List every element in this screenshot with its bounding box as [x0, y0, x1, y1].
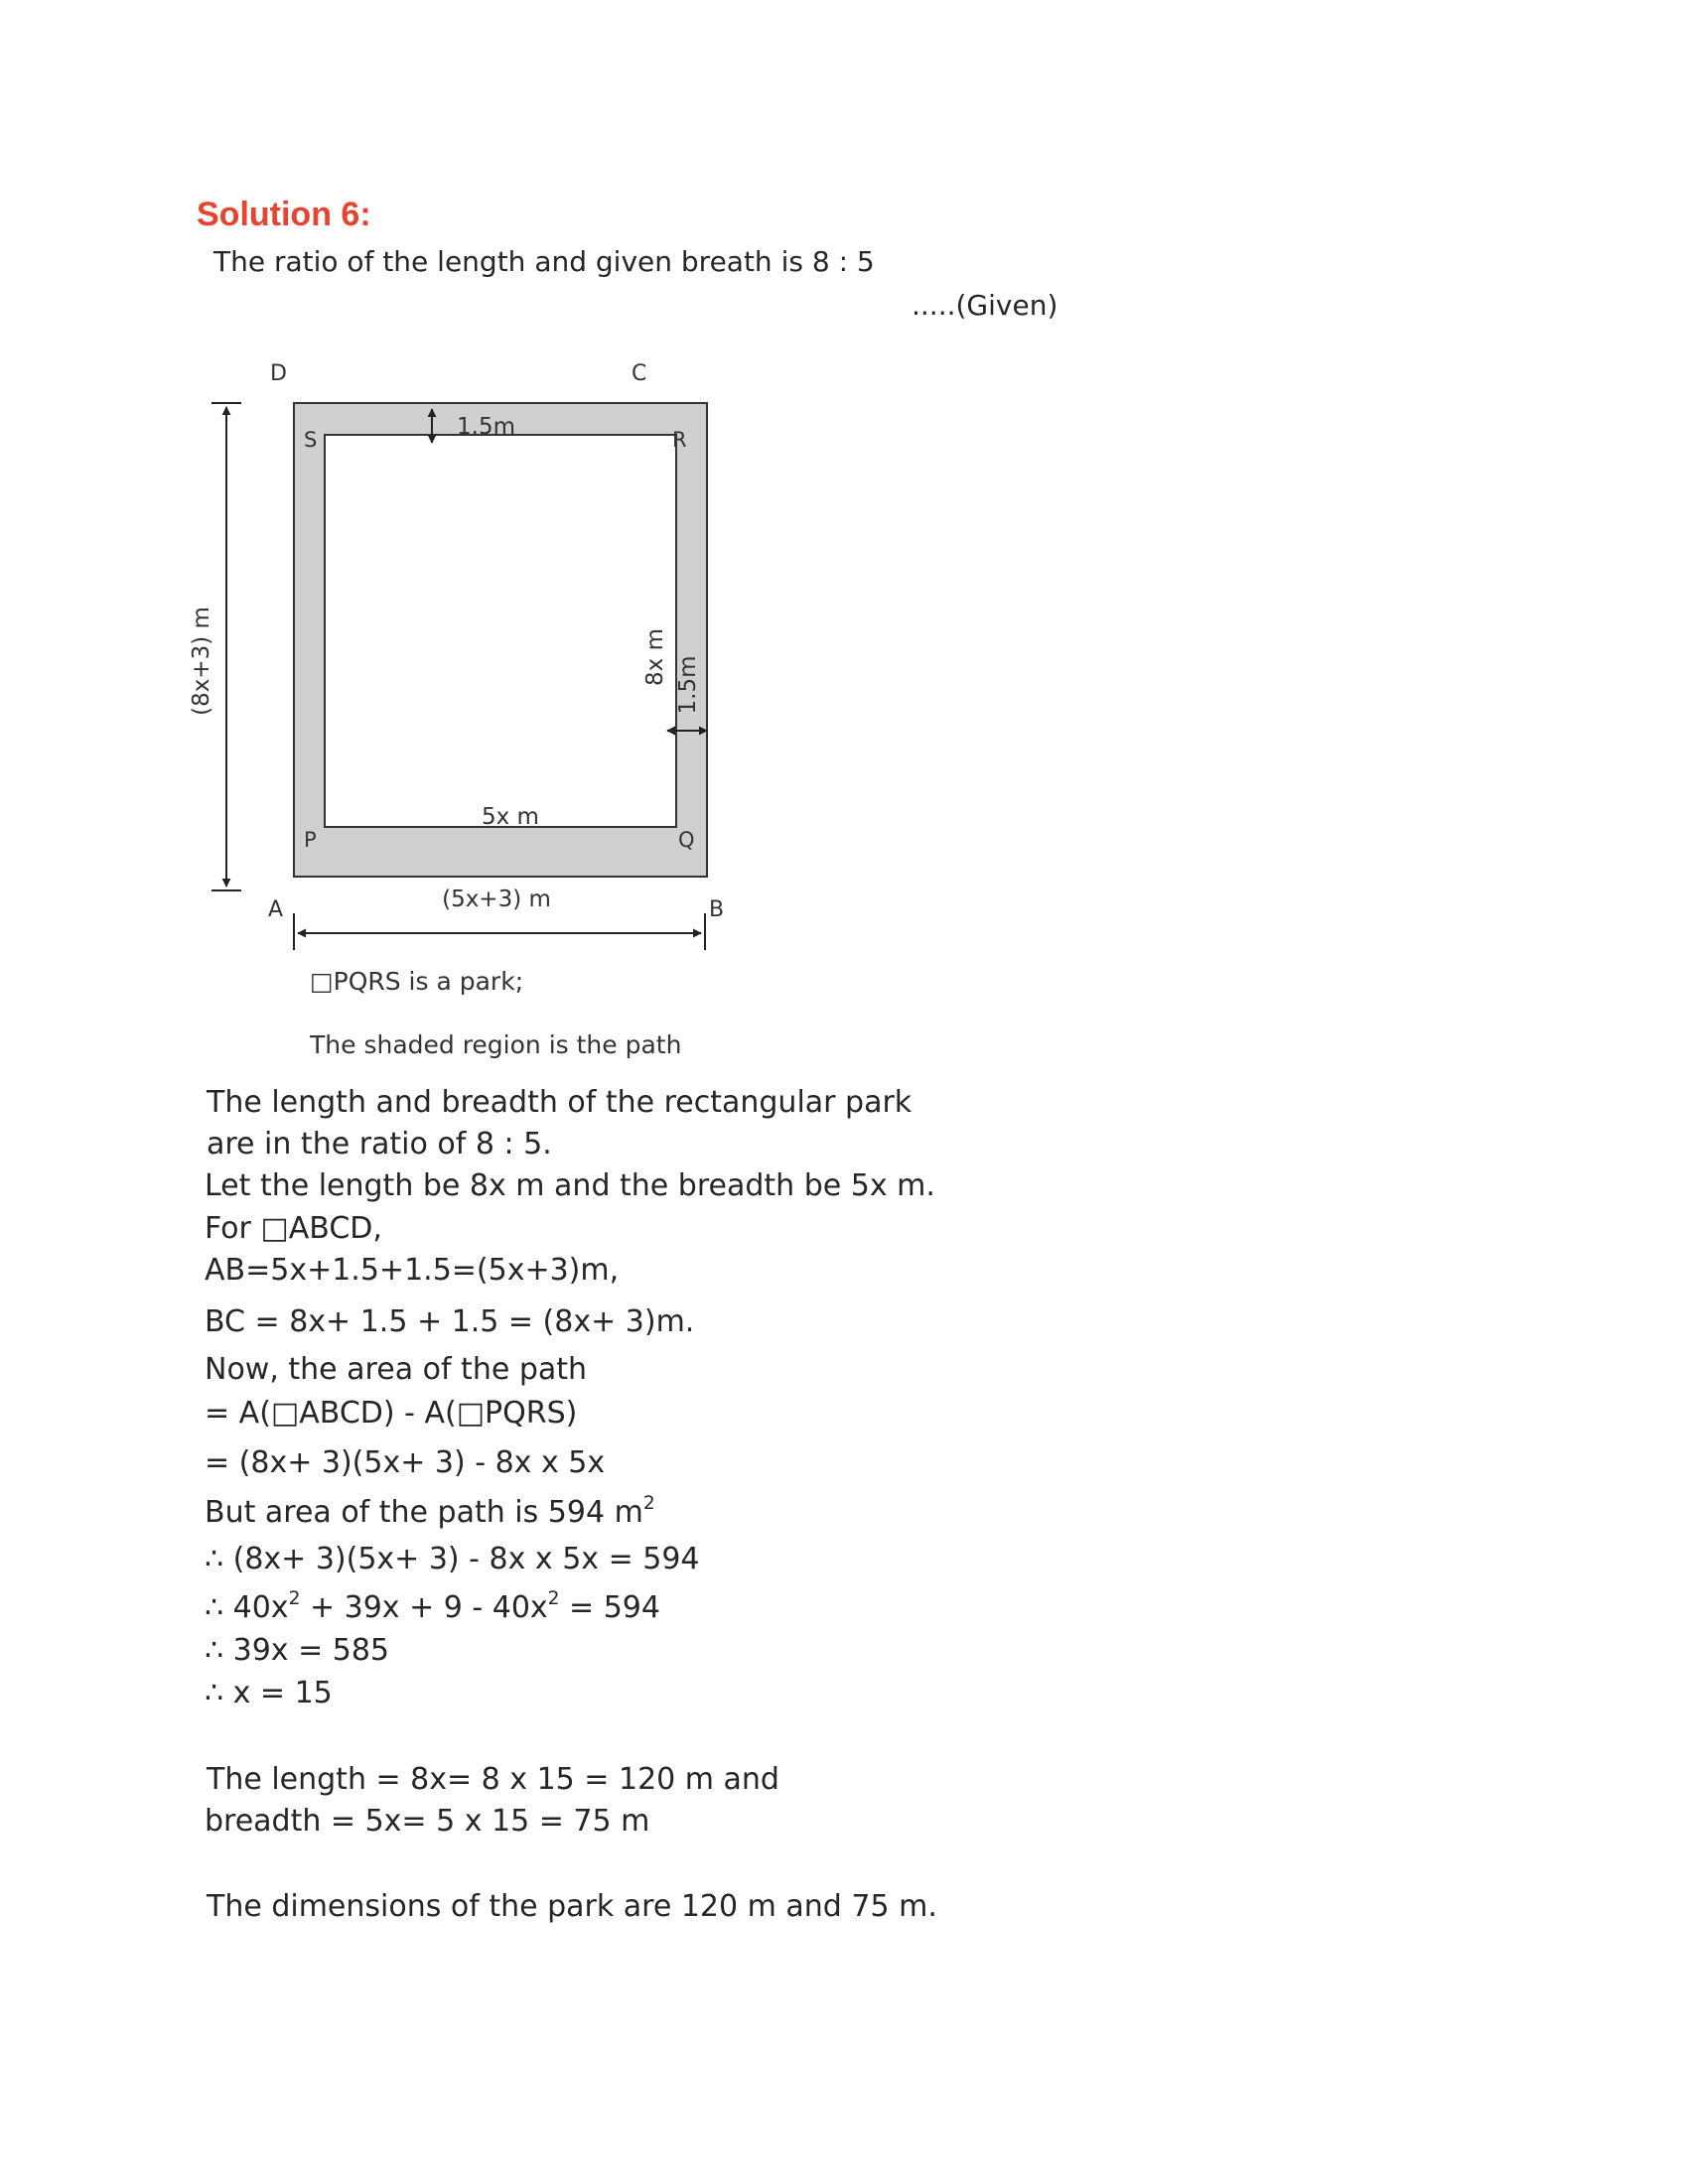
equation-exponent-a: 2 — [288, 1587, 301, 1609]
solution-line-8: = A(□ABCD) - A(□PQRS) — [205, 1396, 578, 1431]
equation-part-b: + 39x + 9 - 40x — [300, 1590, 548, 1625]
equation-exponent-b: 2 — [547, 1587, 560, 1609]
inner-length-label: 8x m — [642, 628, 668, 686]
vertex-q-label: Q — [678, 828, 695, 852]
solution-line-12 — [205, 1587, 660, 1625]
equation-part-a: ∴ 40x — [205, 1590, 289, 1625]
vertex-c-label: C — [632, 361, 647, 386]
path-area-exponent: 2 — [642, 1492, 655, 1514]
solution-line-11: ∴ (8x+ 3)(5x+ 3) - 8x x 5x = 594 — [205, 1542, 700, 1576]
intro-text: The ratio of the length and given breath is 8 : 5 — [213, 245, 875, 278]
inner-breadth-label: 5x m — [482, 804, 539, 830]
given-note: .....(Given) — [912, 289, 1058, 322]
vertex-a-label: A — [268, 897, 284, 922]
solution-line-6: BC = 8x+ 1.5 + 1.5 = (8x+ 3)m. — [205, 1304, 695, 1339]
vertex-b-label: B — [709, 897, 725, 922]
vertex-r-label: R — [672, 428, 687, 452]
solution-line-4: For □ABCD, — [205, 1211, 382, 1246]
result-breadth: breadth = 5x= 5 x 15 = 75 m — [205, 1804, 650, 1839]
solution-line-7: Now, the area of the path — [205, 1352, 588, 1387]
solution-line-13: ∴ 39x = 585 — [205, 1633, 390, 1668]
solution-line-10 — [205, 1492, 655, 1530]
right-width-label: 1.5m — [675, 655, 701, 715]
inner-rectangle-pqrs — [325, 435, 676, 827]
solution-line-9: = (8x+ 3)(5x+ 3) - 8x x 5x — [205, 1445, 606, 1480]
solution-line-1: The length and breadth of the rectangular park — [207, 1085, 913, 1120]
outer-length-label: (8x+3) m — [189, 607, 214, 716]
equation-part-c: = 594 — [559, 1590, 660, 1625]
vertex-d-label: D — [270, 361, 287, 386]
path-area-text: But area of the path is 594 m — [205, 1495, 643, 1530]
park-path-diagram — [179, 347, 735, 963]
result-length: The length = 8x= 8 x 15 = 120 m and — [207, 1762, 779, 1797]
path-caption: The shaded region is the path — [310, 1030, 682, 1059]
solution-line-5: AB=5x+1.5+1.5=(5x+3)m, — [205, 1253, 620, 1288]
solution-line-3: Let the length be 8x m and the breadth be 5x m. — [205, 1168, 935, 1203]
vertex-s-label: S — [304, 428, 318, 452]
solution-title: Solution 6: — [197, 196, 371, 233]
solution-line-2: are in the ratio of 8 : 5. — [207, 1127, 552, 1161]
top-width-label: 1.5m — [457, 414, 515, 440]
park-caption: □PQRS is a park; — [310, 967, 524, 996]
vertex-p-label: P — [304, 828, 317, 852]
solution-line-14: ∴ x = 15 — [205, 1676, 333, 1710]
outer-breadth-label: (5x+3) m — [442, 887, 551, 912]
result-dimensions: The dimensions of the park are 120 m and 75 m. — [207, 1889, 937, 1924]
